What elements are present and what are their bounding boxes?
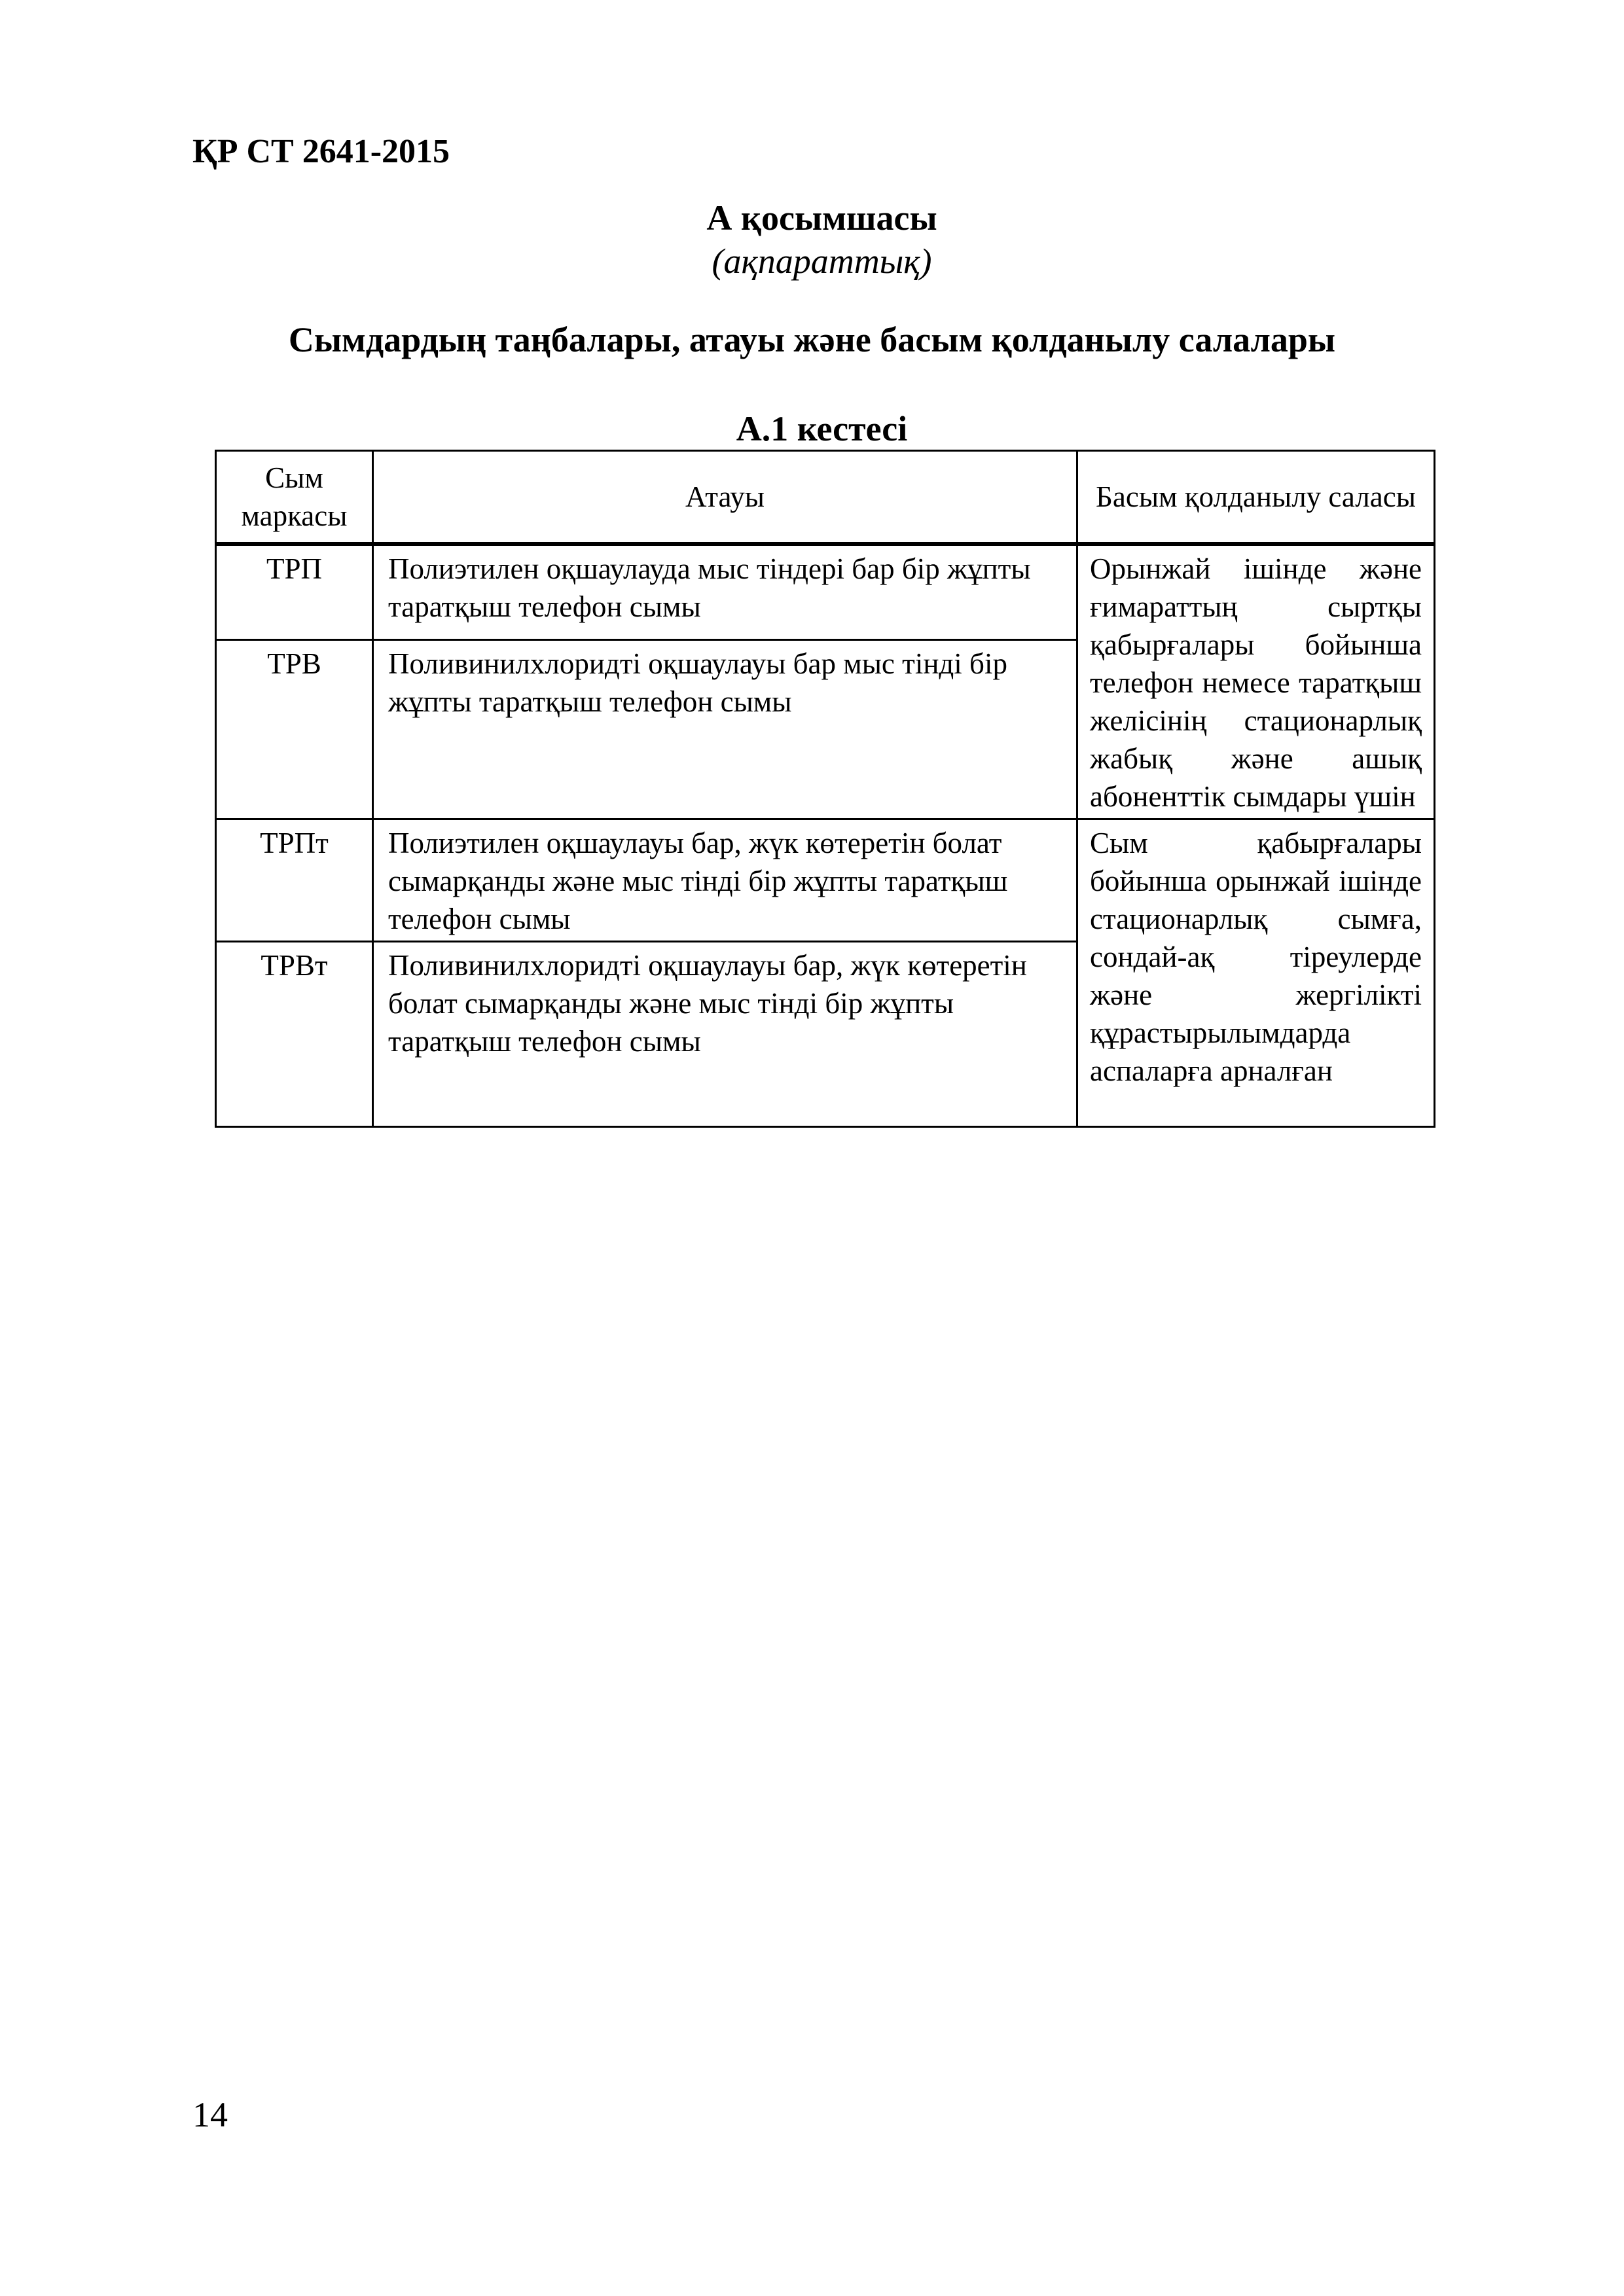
table-row: [216, 819, 1435, 942]
application-area-cell: Орынжай ішінде және ғимараттың сыртқы қабырғалары бойынша телефон немесе таратқыш желісінің стационарлық жабық және ашық абоненттік сымдары үшін: [1077, 544, 1435, 819]
wire-mark-cell: ТРВ: [216, 640, 373, 819]
wire-mark-cell: ТРП: [216, 544, 373, 640]
table-header-row: [216, 451, 1435, 545]
annex-title: А қосымшасы: [706, 198, 937, 238]
annex-subtitle: (ақпараттық): [712, 242, 932, 281]
application-area-cell: Сым қабырғалары бойынша орынжай ішінде стационарлық сымға, сондай-ақ тіреулерде және жергілікті құрастырылымдарда аспаларға арналған: [1077, 819, 1435, 1127]
header-area: Басым қолданылу саласы: [1077, 451, 1435, 545]
wire-mark-cell: ТРПт: [216, 819, 373, 942]
wire-name-cell: Поливинилхлоридті оқшаулауы бар, жүк көтеретін болат сымарқанды және мыс тінді бір жұпты таратқыш телефон сымы: [373, 942, 1077, 1127]
header-mark: Сым маркасы: [216, 451, 373, 545]
page-number: 14: [192, 2095, 228, 2134]
header-name: Атауы: [373, 451, 1077, 545]
wire-name-cell: Поливинилхлоридті оқшаулауы бар мыс тінді бір жұпты таратқыш телефон сымы: [373, 640, 1077, 819]
wire-mark-cell: ТРВт: [216, 942, 373, 1127]
table-row: [216, 544, 1435, 640]
wire-name-cell: Полиэтилен оқшаулауда мыс тіндері бар бір жұпты таратқыш телефон сымы: [373, 544, 1077, 640]
annex-heading: [0, 196, 1624, 283]
wire-table: [215, 450, 1435, 1128]
wire-name-cell: Полиэтилен оқшаулауы бар, жүк көтеретін болат сымарқанды және мыс тінді бір жұпты таратқыш телефон сымы: [373, 819, 1077, 942]
standard-code: ҚР СТ 2641-2015: [192, 133, 450, 170]
section-title: Сымдардың таңбалары, атауы және басым қолданылу салалары: [288, 320, 1336, 359]
table-caption: А.1 кестесі: [736, 409, 908, 448]
